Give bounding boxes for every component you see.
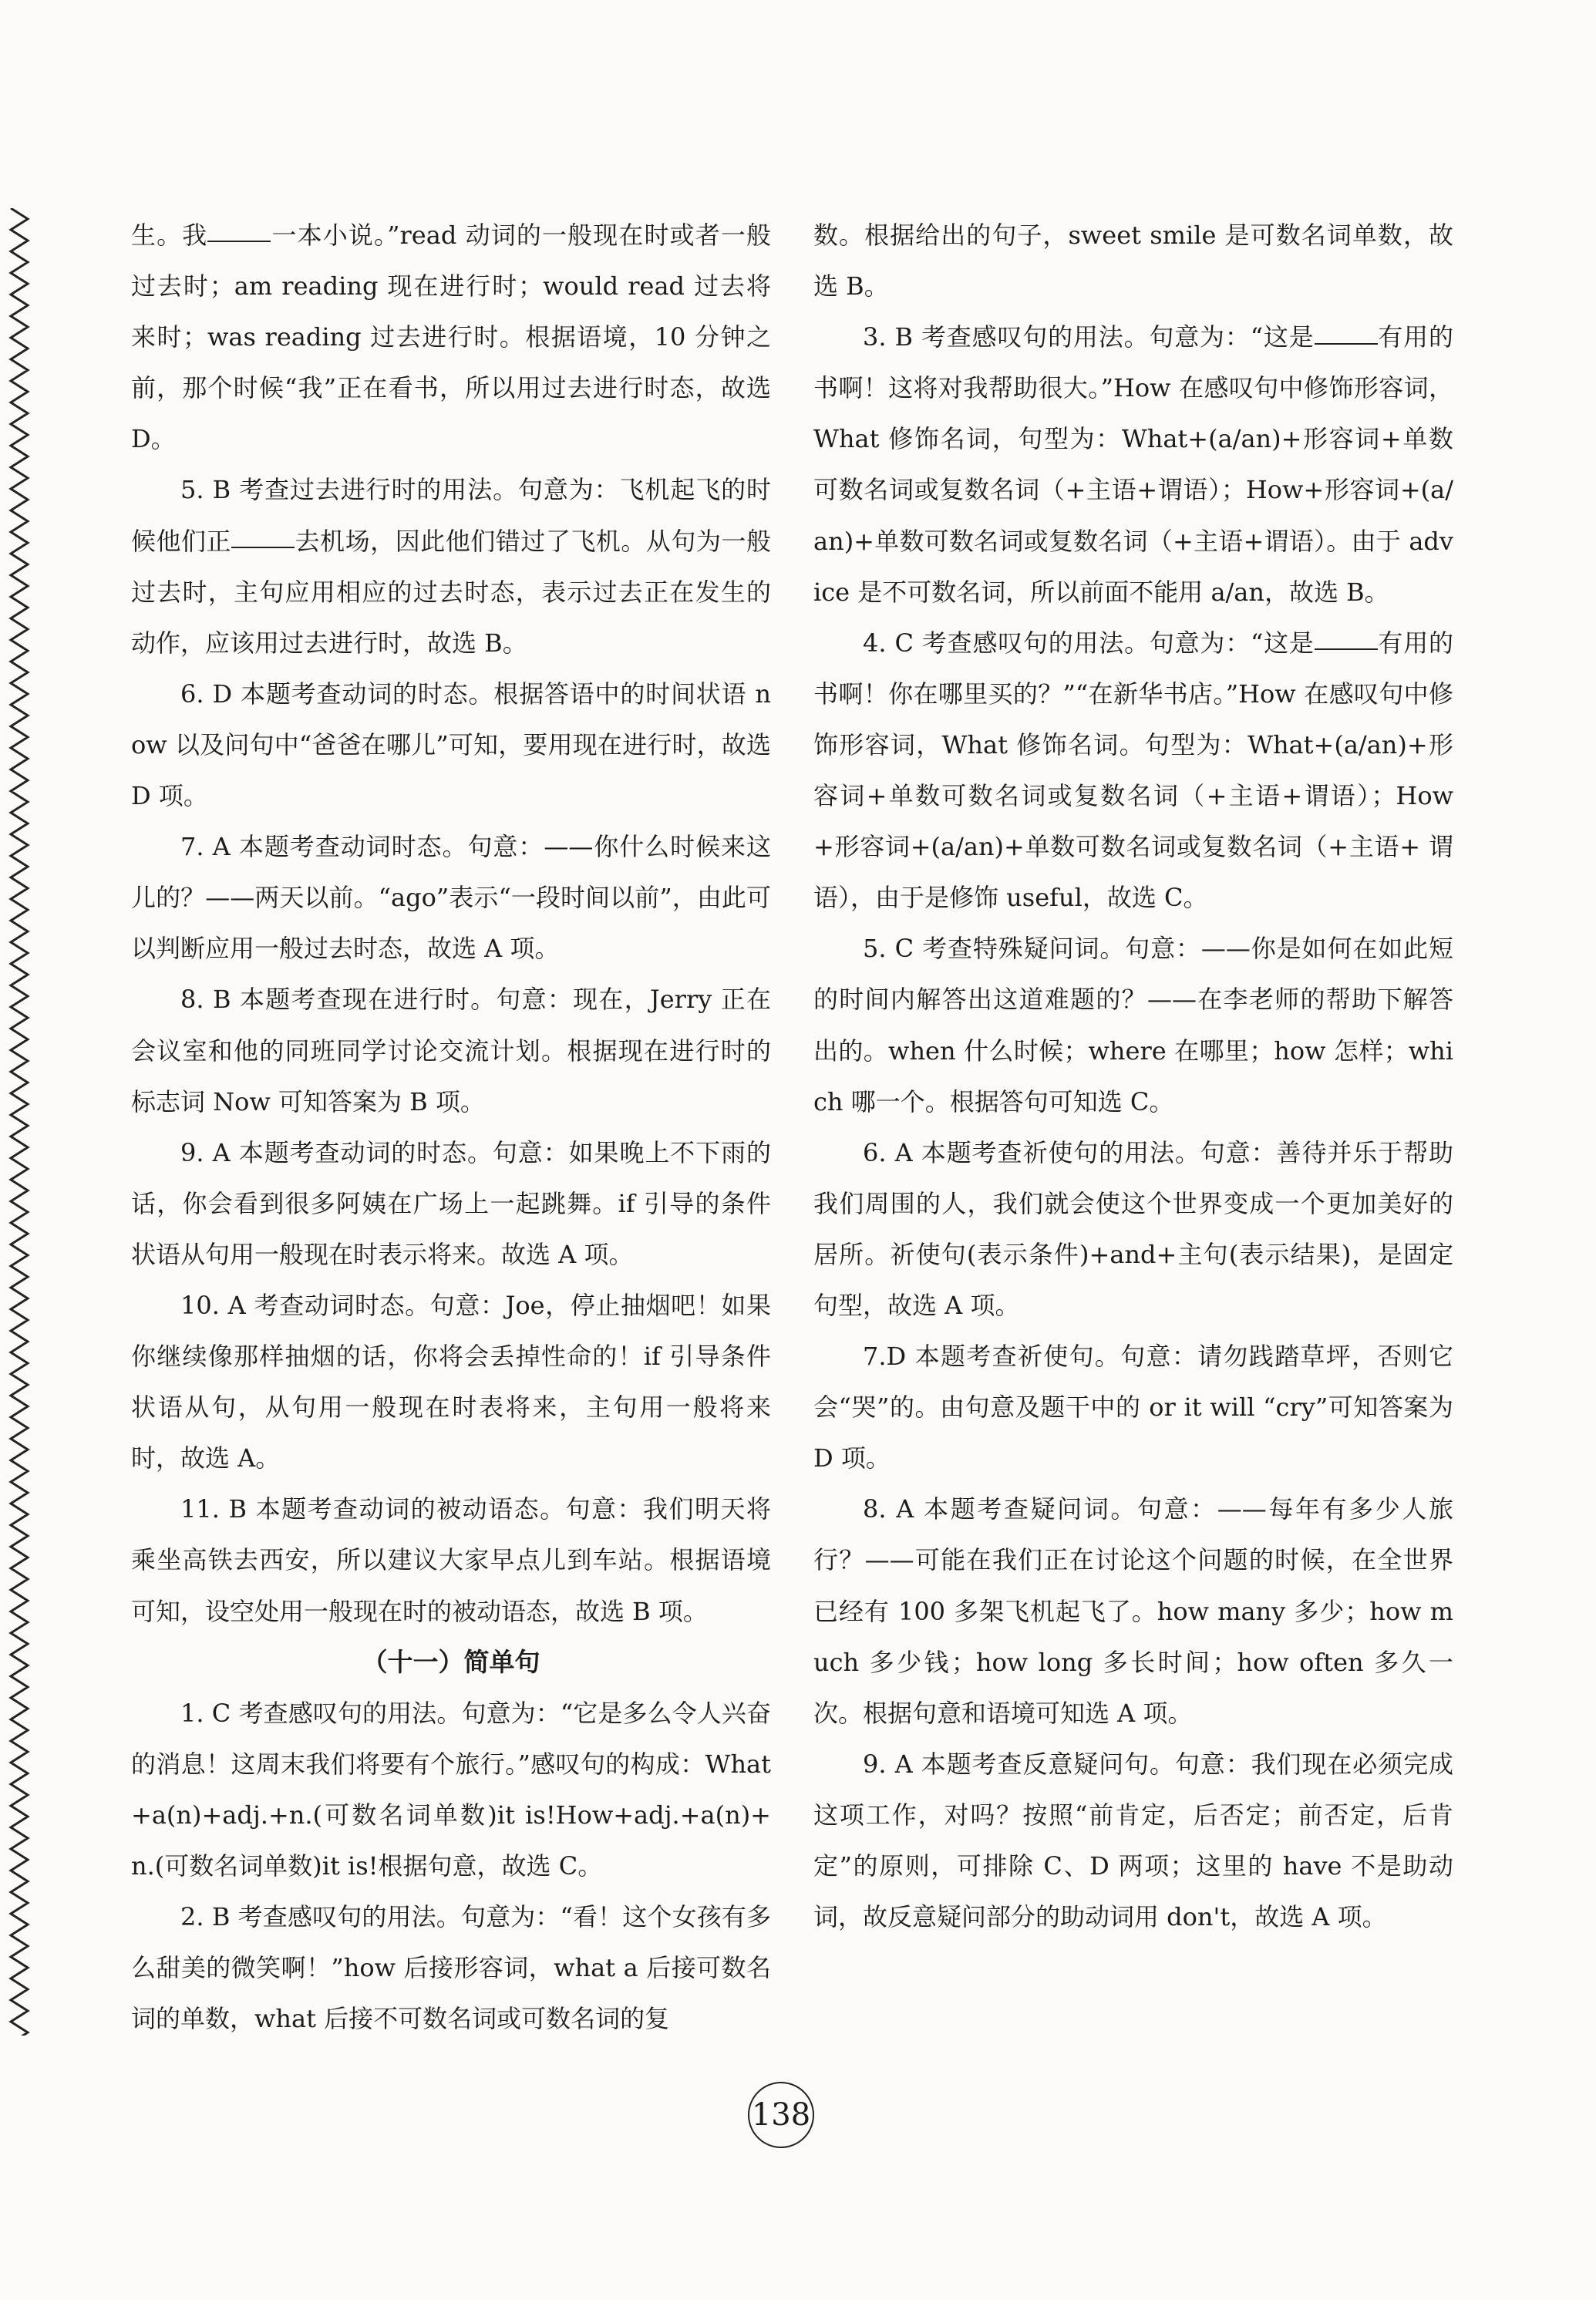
paragraph-text: 去机场，因此他们错过了飞机。从句为一般过去时，主句应用相应的过去时态，表示过去正在发生的动作，应该用过去进行时，故选 B。	[131, 526, 771, 658]
answer-paragraph	[813, 923, 1453, 1126]
left-column	[131, 210, 771, 2044]
paragraph-text: 3. B 考查感叹句的用法。句意为：“这是	[863, 322, 1315, 352]
paragraph-text: 5. B 考查过去进行时的用法。句意为：飞机起飞的时候他们正	[131, 475, 771, 556]
paragraph-text: （十一）简单句	[362, 1646, 540, 1677]
answer-paragraph	[131, 974, 771, 1126]
paragraph-text: 8. B 本题考查现在进行时。句意：现在，Jerry 正在会议室和他的同班同学讨论交流计划。根据现在进行时的标志词 Now 可知答案为 B 项。	[131, 985, 771, 1116]
answer-paragraph	[131, 1280, 771, 1483]
answer-paragraph	[813, 1739, 1453, 1942]
paragraph-text: 2. B 考查感叹句的用法。句意为：“看！这个女孩有多么甜美的微笑啊！”how 后接形容词，what a 后接可数名词的单数，what 后接不可数名词或可数名词的复	[131, 1902, 771, 2034]
paragraph-text: 6. D 本题考查动词的时态。根据答语中的时间状语 now 以及问句中“爸爸在哪儿”可知，要用现在进行时，故选 D 项。	[131, 679, 771, 811]
answer-paragraph	[131, 1483, 771, 1636]
paragraph-text: 7.D 本题考查祈使句。句意：请勿践踏草坪，否则它会“哭”的。由句意及题干中的 or it will “cry”可知答案为 D 项。	[813, 1342, 1453, 1473]
right-column	[813, 210, 1453, 1942]
answer-paragraph	[813, 1483, 1453, 1738]
answer-paragraph	[131, 1891, 771, 2044]
fill-blank	[1315, 648, 1378, 650]
paragraph-text: 有用的书啊！这将对我帮助很大。”How 在感叹句中修饰形容词，What 修饰名词，句型为：What+(a/an)+形容词+单数可数名词或复数名词（+主语+谓语）；How+形容词+(a/an)+单数可数名词或复数名词（+主语+谓语）。由于 advice 是不可数名词，所以前面不能用 a/an，故选 B。	[813, 322, 1453, 607]
answer-paragraph	[131, 1127, 771, 1280]
answer-paragraph	[813, 210, 1453, 311]
section-heading	[131, 1637, 771, 1688]
paragraph-text: 生。我	[131, 221, 208, 250]
paragraph-text: 5. C 考查特殊疑问词。句意：——你是如何在如此短的时间内解答出这道难题的？——在李老师的帮助下解答出的。when 什么时候；where 在哪里；how 怎样；which 哪一个。根据答句可知选 C。	[813, 934, 1453, 1116]
paragraph-text: 11. B 本题考查动词的被动语态。句意：我们明天将乘坐高铁去西安，所以建议大家早点儿到车站。根据语境可知，设空处用一般现在时的被动语态，故选 B 项。	[131, 1494, 771, 1626]
paragraph-text: 4. C 考查感叹句的用法。句意为：“这是	[863, 628, 1315, 658]
answer-paragraph	[813, 1127, 1453, 1331]
fill-blank	[1315, 343, 1378, 345]
fill-blank	[207, 241, 271, 242]
paragraph-text: 1. C 考查感叹句的用法。句意为：“它是多么令人兴奋的消息！这周末我们将要有个旅行。”感叹句的构成：What+a(n)+adj.+n.(可数名词单数)it is!How+adj.+a(n)+n.(可数名词单数)it is!根据句意，故选 C。	[131, 1698, 771, 1881]
answer-paragraph	[131, 464, 771, 668]
paragraph-text: 7. A 本题考查动词时态。句意：——你什么时候来这儿的？——两天以前。“ago”表示“一段时间以前”，由此可以判断应用一般过去时态，故选 A 项。	[131, 832, 771, 964]
answer-paragraph	[131, 668, 771, 821]
paragraph-text: 6. A 本题考查祈使句的用法。句意：善待并乐于帮助我们周围的人，我们就会使这个世界变成一个更加美好的居所。祈使句(表示条件)+and+主句(表示结果)，是固定句型，故选 A 项。	[813, 1137, 1453, 1320]
paragraph-text: 有用的书啊！你在哪里买的？”“在新华书店。”How 在感叹句中修饰形容词，What 修饰名词。句型为：What+(a/an)+形容词+单数可数名词或复数名词（+主语+谓语）；How+形容词+(a/an)+单数可数名词或复数名词（+主语+ 谓语），由于是修饰 useful，故选 C。	[813, 628, 1453, 913]
answer-paragraph	[813, 618, 1453, 924]
binding-zigzag-decoration	[6, 208, 32, 2036]
answer-paragraph	[813, 1331, 1453, 1483]
paragraph-text: 9. A 本题考查反意疑问句。句意：我们现在必须完成这项工作，对吗？按照“前肯定，后否定；前否定，后肯定”的原则，可排除 C、D 两项；这里的 have 不是助动词，故反意疑问部分的助动词用 don't，故选 A 项。	[813, 1749, 1453, 1932]
answer-paragraph	[131, 210, 771, 464]
paragraph-text: 数。根据给出的句子，sweet smile 是可数名词单数，故选 B。	[813, 221, 1453, 301]
paragraph-text: 一本小说。”read 动词的一般现在时或者一般过去时；am reading 现在进行时；would read 过去将来时；was reading 过去进行时。根据语境，10 分钟之前，那个时候“我”正在看书，所以用过去进行时态，故选 D。	[131, 221, 771, 454]
page-number-badge	[748, 2082, 814, 2148]
fill-blank	[231, 547, 295, 548]
page-number: 138	[751, 2097, 811, 2133]
paragraph-text: 8. A 本题考查疑问词。句意：——每年有多少人旅行？——可能在我们正在讨论这个问题的时候，在全世界已经有 100 多架飞机起飞了。how many 多少；how much 多少钱；how long 多长时间；how often 多久一次。根据句意和语境可知选 A 项。	[813, 1494, 1453, 1728]
answer-paragraph	[131, 821, 771, 974]
paragraph-text: 9. A 本题考查动词的时态。句意：如果晚上不下雨的话，你会看到很多阿姨在广场上一起跳舞。if 引导的条件状语从句用一般现在时表示将来。故选 A 项。	[131, 1137, 771, 1269]
answer-paragraph	[131, 1688, 771, 1891]
answer-paragraph	[813, 311, 1453, 618]
paragraph-text: 10. A 考查动词时态。句意：Joe，停止抽烟吧！如果你继续像那样抽烟的话，你将会丢掉性命的！if 引导条件状语从句，从句用一般现在时表将来，主句用一般将来时，故选 A。	[131, 1290, 771, 1473]
